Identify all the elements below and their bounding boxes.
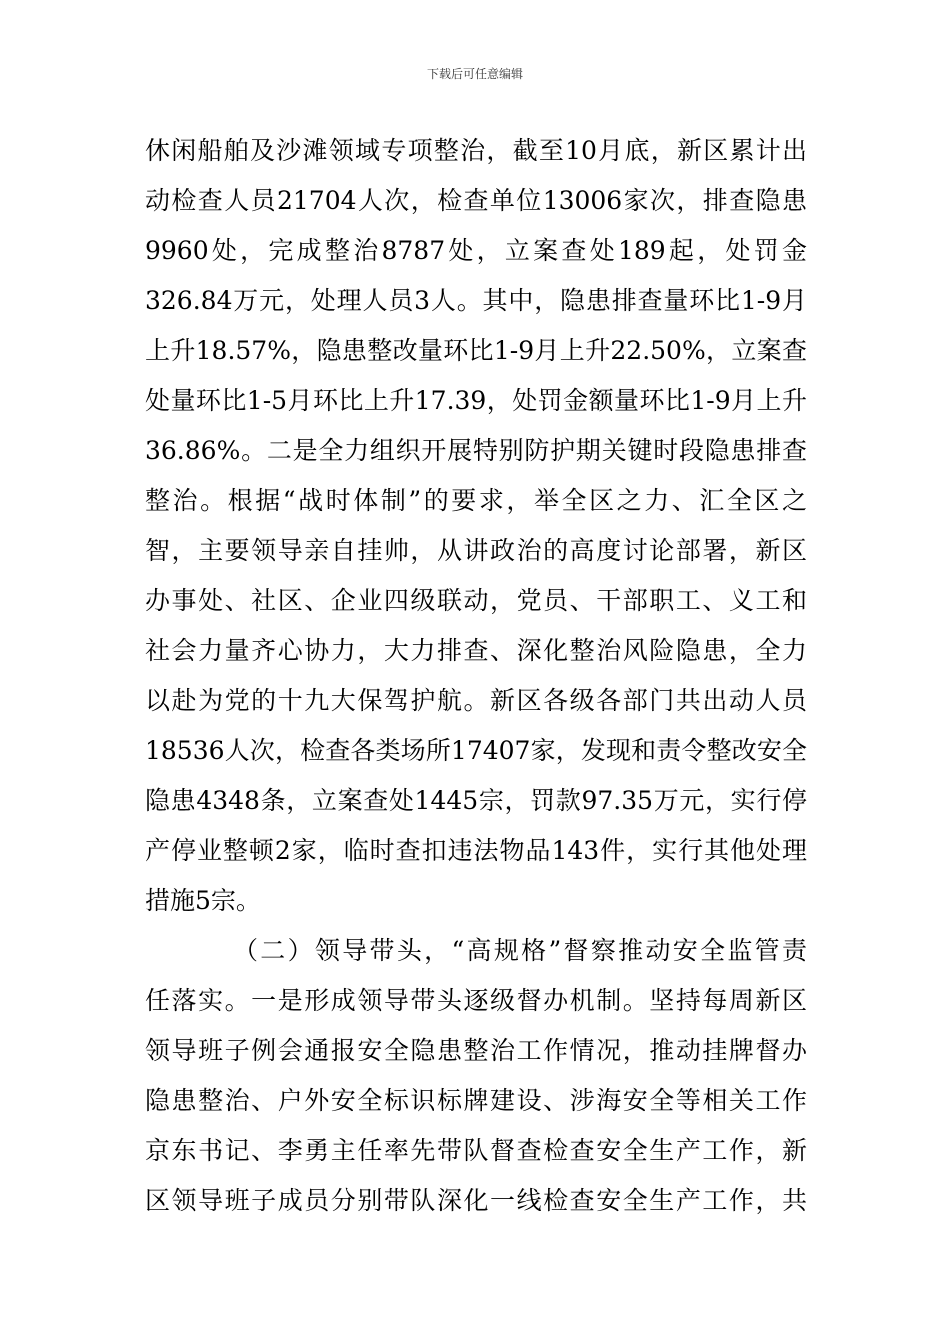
text-line: 措施5宗。 — [145, 886, 261, 915]
text-line: 整治。根据“战时体制”的要求，举全区之力、汇全区之 — [145, 486, 807, 515]
document-body — [145, 126, 807, 1226]
text-line: 326.84万元，处理人员3人。其中，隐患排查量环比1-9月 — [145, 286, 807, 315]
text-line: 以赴为党的十九大保驾护航。新区各级各部门共出动人员 — [145, 686, 807, 715]
text-line: （二）领导带头，“高规格”督察推动安全监管责 — [233, 936, 807, 965]
text-line: 处量环比1-5月环比上升17.39，处罚金额量环比1-9月上升 — [145, 386, 807, 415]
text-line: 任落实。一是形成领导带头逐级督办机制。坚持每周新区 — [145, 986, 807, 1015]
text-line: 9960处，完成整治8787处，立案查处189起，处罚金 — [145, 236, 807, 265]
text-line: 休闲船舶及沙滩领域专项整治，截至10月底，新区累计出 — [145, 136, 807, 165]
text-line: 社会力量齐心协力，大力排查、深化整治风险隐患，全力 — [145, 636, 807, 665]
text-line: 隐患整治、户外安全标识标牌建设、涉海安全等相关工作 — [145, 1086, 807, 1115]
text-line: 京东书记、李勇主任率先带队督查检查安全生产工作，新 — [145, 1136, 807, 1165]
text-line: 产停业整顿2家，临时查扣违法物品143件，实行其他处理 — [145, 836, 807, 865]
text-line: 领导班子例会通报安全隐患整治工作情况，推动挂牌督办 — [145, 1036, 807, 1065]
text-line: 区领导班子成员分别带队深化一线检查安全生产工作，共 — [145, 1186, 807, 1215]
page-header: 下载后可任意编辑 — [426, 67, 523, 81]
paragraph-1 — [145, 126, 807, 926]
text-line: 动检查人员21704人次，检查单位13006家次，排查隐患 — [145, 186, 807, 215]
text-line: 智，主要领导亲自挂帅，从讲政治的高度讨论部署，新区 — [145, 536, 807, 565]
text-line: 隐患4348条，立案查处1445宗，罚款97.35万元，实行停 — [145, 786, 807, 815]
text-line: 36.86%。二是全力组织开展特别防护期关键时段隐患排查 — [145, 436, 807, 465]
text-line: 18536人次，检查各类场所17407家，发现和责令整改安全 — [145, 736, 807, 765]
text-line: 上升18.57%，隐患整改量环比1-9月上升22.50%，立案查 — [145, 336, 807, 365]
paragraph-2 — [145, 926, 807, 1226]
text-line: 办事处、社区、企业四级联动，党员、干部职工、义工和 — [145, 586, 807, 615]
